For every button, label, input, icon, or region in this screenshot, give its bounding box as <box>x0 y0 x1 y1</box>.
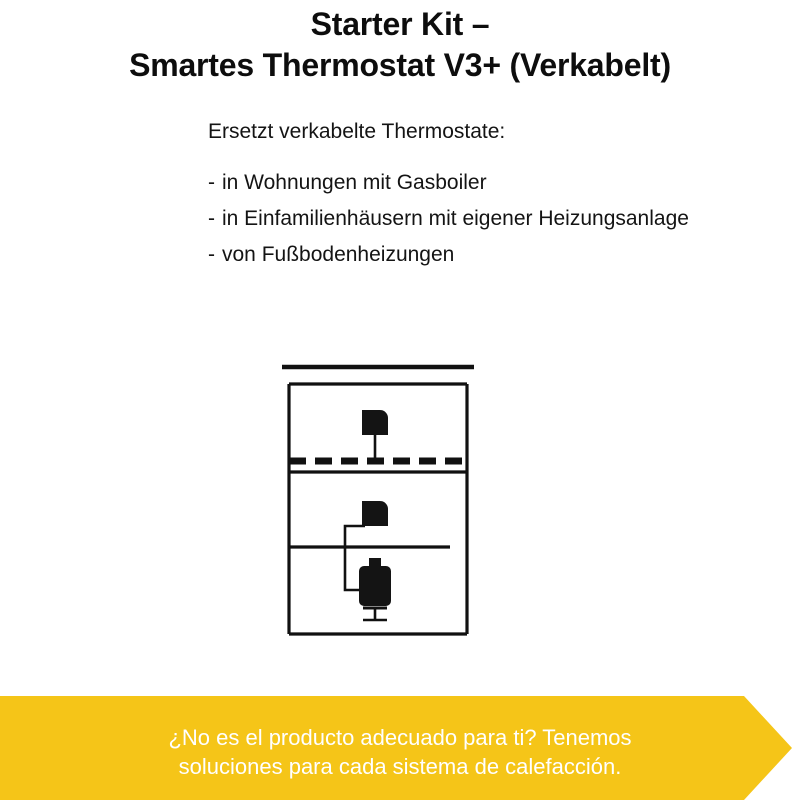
bullet-dash: - <box>208 207 215 231</box>
bullet-list <box>208 165 760 273</box>
banner-line-1: ¿No es el producto adecuado para ti? Tenemos <box>168 724 632 750</box>
page-title-line-1: Starter Kit – <box>310 6 490 42</box>
house-diagram <box>0 358 800 648</box>
banner-message <box>0 696 800 800</box>
bullet-dash: - <box>208 171 215 195</box>
bottom-banner <box>0 696 800 800</box>
intro-text: Ersetzt verkabelte Thermostate: <box>208 119 506 143</box>
thermostat-body-upper <box>362 410 388 435</box>
list-item <box>208 165 760 201</box>
bullet-dash: - <box>208 243 215 267</box>
upper-floor-thermostat <box>362 410 388 461</box>
page-title-line-2: Smartes Thermostat V3+ (Verkabelt) <box>129 46 671 83</box>
list-item <box>208 201 760 237</box>
bullet-text: in Wohnungen mit Gasboiler <box>222 171 487 195</box>
title-block <box>0 0 800 86</box>
list-item <box>208 237 760 273</box>
boiler-unit <box>359 558 391 620</box>
thermostat-body-lower <box>362 501 388 526</box>
house-cross-section-icon <box>270 358 530 648</box>
bullet-text: von Fußbodenheizungen <box>222 243 455 267</box>
bullet-text: in Einfamilienhäusern mit eigener Heizungsanlage <box>222 207 689 231</box>
boiler-flue <box>369 558 381 567</box>
banner-line-2: soluciones para cada sistema de calefacción. <box>178 754 622 779</box>
description-block <box>0 118 800 274</box>
